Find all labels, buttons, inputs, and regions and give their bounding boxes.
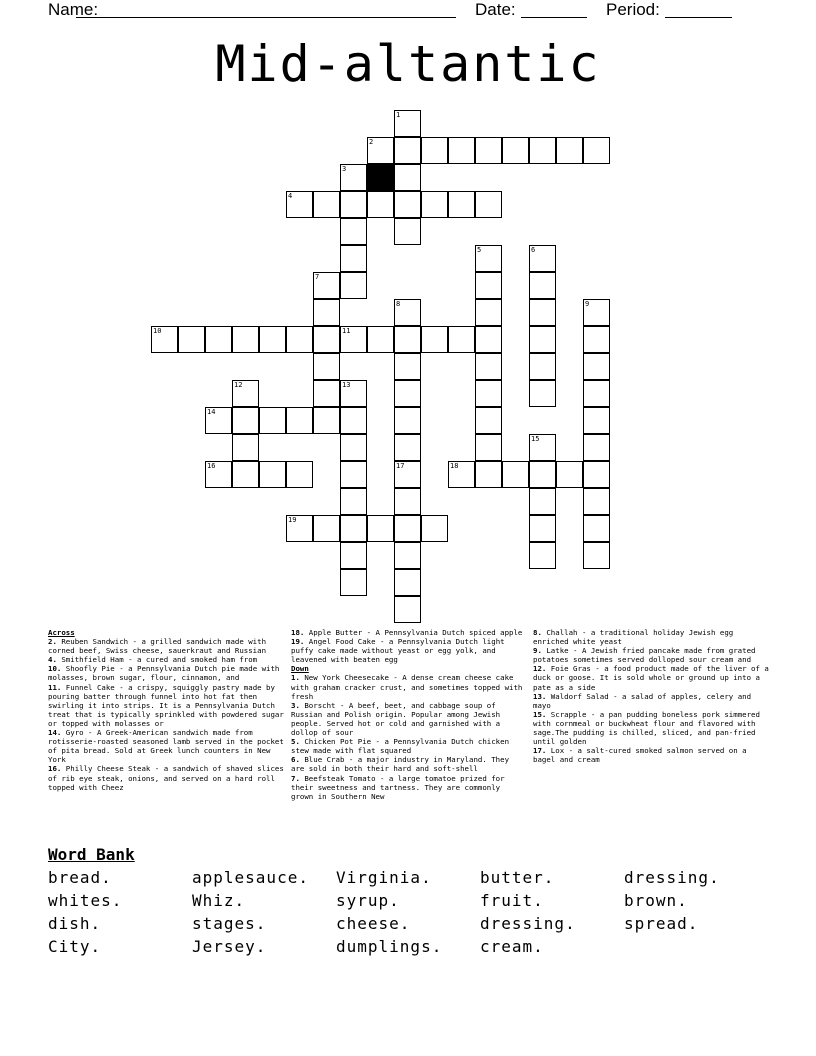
- clue-number-3: 3: [342, 165, 347, 173]
- clue-number: 14.: [48, 728, 62, 738]
- clue-number: 11.: [48, 682, 62, 692]
- grid-cell[interactable]: [340, 569, 367, 596]
- across-clue: [291, 628, 523, 637]
- down-clue: [291, 774, 523, 801]
- clue-text: Waldorf Salad - a salad of apples, celery and mayo: [533, 691, 752, 710]
- grid-cell[interactable]: [502, 137, 529, 164]
- word-bank-item: City.: [48, 937, 102, 956]
- clue-number: 10.: [48, 664, 62, 674]
- grid-cell[interactable]: [340, 272, 367, 299]
- grid-cell[interactable]: [583, 407, 610, 434]
- clue-number-18: 18: [450, 462, 459, 470]
- clue-number-12: 12: [234, 381, 243, 389]
- grid-cell[interactable]: [394, 542, 421, 569]
- grid-cell[interactable]: [421, 191, 448, 218]
- across-clue: [48, 637, 284, 655]
- grid-cell[interactable]: [232, 461, 259, 488]
- clue-text: Apple Butter - A Pennsylvania Dutch spiced apple: [304, 628, 523, 637]
- clue-number: 17.: [533, 746, 547, 756]
- name-label: Name:: [48, 0, 99, 19]
- clue-number-9: 9: [585, 300, 590, 308]
- grid-cell[interactable]: [529, 461, 556, 488]
- word-bank-item: whites.: [48, 891, 123, 910]
- grid-cell[interactable]: [556, 137, 583, 164]
- grid-cell[interactable]: [340, 488, 367, 515]
- grid-cell[interactable]: [583, 542, 610, 569]
- grid-cell[interactable]: [259, 461, 286, 488]
- grid-cell[interactable]: [394, 407, 421, 434]
- grid-cell[interactable]: [394, 515, 421, 542]
- word-bank-item: applesauce.: [192, 868, 309, 887]
- grid-cell[interactable]: [529, 488, 556, 515]
- clue-text: Chicken Pot Pie - a Pennsylvania Dutch chicken stew made with flat squared: [291, 737, 510, 756]
- grid-cell[interactable]: [313, 515, 340, 542]
- grid-cell[interactable]: [529, 353, 556, 380]
- grid-cell[interactable]: [259, 326, 286, 353]
- clue-text: Beefsteak Tomato - a large tomatoe prized for their sweetness and tartness. They are commonly grown in Southern New: [291, 773, 505, 801]
- clue-number-15: 15: [531, 435, 540, 443]
- grid-cell[interactable]: [421, 326, 448, 353]
- clue-number: 15.: [533, 709, 547, 719]
- date-label: Date:: [475, 0, 516, 19]
- clue-number: 9.: [533, 646, 542, 656]
- grid-cell[interactable]: [259, 407, 286, 434]
- clue-number-13: 13: [342, 381, 351, 389]
- clue-number-7: 7: [315, 273, 320, 281]
- clue-number: 3.: [291, 700, 300, 710]
- clue-number-2: 2: [369, 138, 374, 146]
- clue-number-6: 6: [531, 246, 536, 254]
- grid-cell[interactable]: [529, 272, 556, 299]
- grid-cell[interactable]: [205, 326, 232, 353]
- word-bank-item: dumplings.: [336, 937, 443, 956]
- across-clue-list: [48, 637, 284, 792]
- grid-cell[interactable]: [340, 245, 367, 272]
- clue-text: Lox - a salt-cured smoked salmon served on a bagel and cream: [533, 746, 747, 765]
- across-clue: [48, 683, 284, 728]
- grid-cell[interactable]: [232, 434, 259, 461]
- clue-text: Scrapple - a pan pudding boneless pork simmered with cornmeal or buckwheat flour and flavored with sage.The pudding is chilled, sliced, and pan-fried until golden: [533, 709, 760, 747]
- grid-cell[interactable]: [313, 299, 340, 326]
- clue-number-5: 5: [477, 246, 482, 254]
- grid-cell[interactable]: [367, 326, 394, 353]
- clue-number-17: 17: [396, 462, 405, 470]
- grid-cell[interactable]: [421, 137, 448, 164]
- down-clue: [533, 628, 769, 646]
- word-bank-item: Jersey.: [192, 937, 267, 956]
- word-bank-item: butter.: [480, 868, 555, 887]
- grid-cell[interactable]: [286, 407, 313, 434]
- grid-cell[interactable]: [367, 515, 394, 542]
- down-heading: Down: [291, 664, 309, 674]
- clue-number: 19.: [291, 637, 305, 647]
- clue-text: Borscht - A beef, beet, and cabbage soup of Russian and Polish origin. Popular among Jewish people. Served hot or cold and garnished with a dollop of sour: [291, 700, 501, 738]
- grid-cell[interactable]: [529, 542, 556, 569]
- word-bank-title: Word Bank: [48, 845, 135, 864]
- grid-cell[interactable]: [232, 326, 259, 353]
- grid-cell[interactable]: [583, 488, 610, 515]
- grid-cell[interactable]: [340, 407, 367, 434]
- grid-cell[interactable]: [286, 326, 313, 353]
- clue-text: Philly Cheese Steak - a sandwich of shaved slices of rib eye steak, onions, and served on a hard roll topped with Cheez: [48, 764, 284, 792]
- word-bank-item: cheese.: [336, 914, 411, 933]
- clue-number: 6.: [291, 755, 300, 765]
- down-clue-list: [291, 673, 523, 800]
- grid-cell[interactable]: [556, 461, 583, 488]
- grid-cell[interactable]: [583, 434, 610, 461]
- grid-cell[interactable]: [367, 191, 394, 218]
- clue-number-1: 1: [396, 111, 401, 119]
- clue-number: 4.: [48, 655, 57, 665]
- grid-cell[interactable]: [313, 380, 340, 407]
- clue-text: Foie Gras - a food product made of the liver of a duck or goose. It is sold whole or ground up into a pate as a side: [533, 664, 769, 692]
- grid-cell[interactable]: [529, 137, 556, 164]
- clue-number: 7.: [291, 773, 300, 783]
- grid-cell[interactable]: [286, 461, 313, 488]
- grid-cell[interactable]: [313, 407, 340, 434]
- grid-cell[interactable]: [340, 191, 367, 218]
- clue-number: 2.: [48, 637, 57, 647]
- grid-cell[interactable]: [475, 191, 502, 218]
- clue-text: New York Cheesecake - A dense cream cheese cake with graham cracker crust, and sometimes topped with fresh: [291, 673, 523, 701]
- word-bank-item: Virginia.: [336, 868, 432, 887]
- grid-cell[interactable]: [583, 326, 610, 353]
- across-clue-list-continued: [291, 628, 523, 664]
- grid-cell[interactable]: [448, 326, 475, 353]
- grid-cell[interactable]: [583, 380, 610, 407]
- grid-cell[interactable]: [394, 164, 421, 191]
- down-clue: [533, 710, 769, 746]
- down-clue: [291, 737, 523, 755]
- grid-cell[interactable]: [448, 137, 475, 164]
- grid-cell[interactable]: [583, 353, 610, 380]
- down-clue: [533, 664, 769, 691]
- grid-cell[interactable]: [394, 191, 421, 218]
- grid-cell[interactable]: [502, 461, 529, 488]
- across-heading: Across: [48, 628, 75, 637]
- clue-number: 18.: [291, 628, 305, 637]
- grid-cell[interactable]: [475, 461, 502, 488]
- grid-cell[interactable]: [340, 461, 367, 488]
- clue-text: Latke - A Jewish fried pancake made from grated potatoes sometimes served dolloped sour cream and: [533, 646, 756, 665]
- grid-cell[interactable]: [394, 326, 421, 353]
- grid-cell[interactable]: [475, 407, 502, 434]
- grid-cell[interactable]: [529, 299, 556, 326]
- clue-number: 16.: [48, 764, 62, 774]
- grid-cell[interactable]: [475, 326, 502, 353]
- clue-number: 5.: [291, 737, 300, 747]
- clues-column-2: [291, 628, 523, 801]
- word-bank-item: Whiz.: [192, 891, 246, 910]
- clue-number: 13.: [533, 691, 547, 701]
- clue-number: 8.: [533, 628, 542, 637]
- puzzle-title: Mid-altantic: [215, 35, 601, 93]
- grid-cell[interactable]: [475, 380, 502, 407]
- grid-cell[interactable]: [421, 515, 448, 542]
- down-clue: [533, 746, 769, 764]
- grid-cell[interactable]: [340, 515, 367, 542]
- grid-cell[interactable]: [448, 191, 475, 218]
- clues-column-3: [533, 628, 769, 764]
- across-clue: [48, 764, 284, 791]
- clue-text: Gyro - A Greek-American sandwich made from rotisserie-roasted seasoned lamb served in the pocket of pita bread. Sold at Greek lunch counters in New York: [48, 728, 284, 765]
- grid-cell[interactable]: [583, 515, 610, 542]
- clue-text: Smithfield Ham - a cured and smoked ham from: [56, 655, 258, 665]
- grid-cell[interactable]: [475, 272, 502, 299]
- clue-text: Shoofly Pie - a Pennsylvania Dutch pie made with molasses, brown sugar, flour, cinnamon, and: [48, 664, 280, 683]
- grid-cell[interactable]: [394, 488, 421, 515]
- grid-cell[interactable]: [340, 542, 367, 569]
- grid-cell[interactable]: [394, 218, 421, 245]
- grid-cell[interactable]: [529, 326, 556, 353]
- grid-cell[interactable]: [394, 380, 421, 407]
- grid-cell[interactable]: [475, 137, 502, 164]
- word-bank-item: dressing.: [480, 914, 576, 933]
- clue-text: Reuben Sandwich - a grilled sandwich made with corned beef, Swiss cheese, sauerkraut and Russian: [48, 637, 267, 656]
- down-clue: [533, 692, 769, 710]
- grid-cell[interactable]: [394, 596, 421, 623]
- period-label: Period:: [606, 0, 660, 19]
- down-clue: [291, 755, 523, 773]
- word-bank-item: dish.: [48, 914, 102, 933]
- word-bank-item: stages.: [192, 914, 267, 933]
- word-bank-item: brown.: [624, 891, 688, 910]
- clue-number-8: 8: [396, 300, 401, 308]
- down-clue-list-continued: [533, 628, 769, 764]
- clue-text: Angel Food Cake - a Pennsylvania Dutch light puffy cake made without yeast or egg yolk, and leavened with beaten egg: [291, 637, 505, 665]
- down-clue: [291, 673, 523, 700]
- clue-text: Challah - a traditional holiday Jewish egg enriched white yeast: [533, 628, 734, 647]
- clue-number: 1.: [291, 673, 300, 683]
- clue-text: Funnel Cake - a crispy, squiggly pastry made by pouring batter through funnel into hot fat then swirling it into strips. It is a Pennsylvania Dutch treat that is typically sprinkled with powdered sugar or topped with molasses or: [48, 682, 284, 728]
- clue-number-14: 14: [207, 408, 216, 416]
- clue-number-10: 10: [153, 327, 162, 335]
- clues-column-1: [48, 628, 284, 792]
- grid-cell[interactable]: [583, 461, 610, 488]
- word-bank-item: cream.: [480, 937, 544, 956]
- grid-cell[interactable]: [475, 299, 502, 326]
- black-cell: [367, 164, 394, 191]
- grid-cell[interactable]: [529, 380, 556, 407]
- across-clue: [291, 637, 523, 664]
- word-bank-item: syrup.: [336, 891, 400, 910]
- grid-cell[interactable]: [394, 434, 421, 461]
- grid-cell[interactable]: [529, 515, 556, 542]
- down-clue: [291, 701, 523, 737]
- clue-number-11: 11: [342, 327, 351, 335]
- clue-number-4: 4: [288, 192, 293, 200]
- grid-cell[interactable]: [313, 191, 340, 218]
- grid-cell[interactable]: [394, 137, 421, 164]
- grid-cell[interactable]: [394, 569, 421, 596]
- clue-number-16: 16: [207, 462, 216, 470]
- grid-cell[interactable]: [340, 434, 367, 461]
- grid-cell[interactable]: [394, 353, 421, 380]
- clue-number: 12.: [533, 664, 547, 674]
- grid-cell[interactable]: [475, 434, 502, 461]
- grid-cell[interactable]: [178, 326, 205, 353]
- clue-number-19: 19: [288, 516, 297, 524]
- across-clue: [48, 655, 284, 664]
- grid-cell[interactable]: [340, 218, 367, 245]
- across-clue: [48, 664, 284, 682]
- across-clue: [48, 728, 284, 764]
- word-bank-item: bread.: [48, 868, 112, 887]
- grid-cell[interactable]: [475, 353, 502, 380]
- grid-cell[interactable]: [583, 137, 610, 164]
- word-bank-item: dressing.: [624, 868, 720, 887]
- clue-text: Blue Crab - a major industry in Maryland. They are sold in both their hard and soft-shell: [291, 755, 510, 774]
- grid-cell[interactable]: [232, 407, 259, 434]
- word-bank-item: spread.: [624, 914, 699, 933]
- grid-cell[interactable]: [313, 353, 340, 380]
- word-bank-item: fruit.: [480, 891, 544, 910]
- down-clue: [533, 646, 769, 664]
- grid-cell[interactable]: [313, 326, 340, 353]
